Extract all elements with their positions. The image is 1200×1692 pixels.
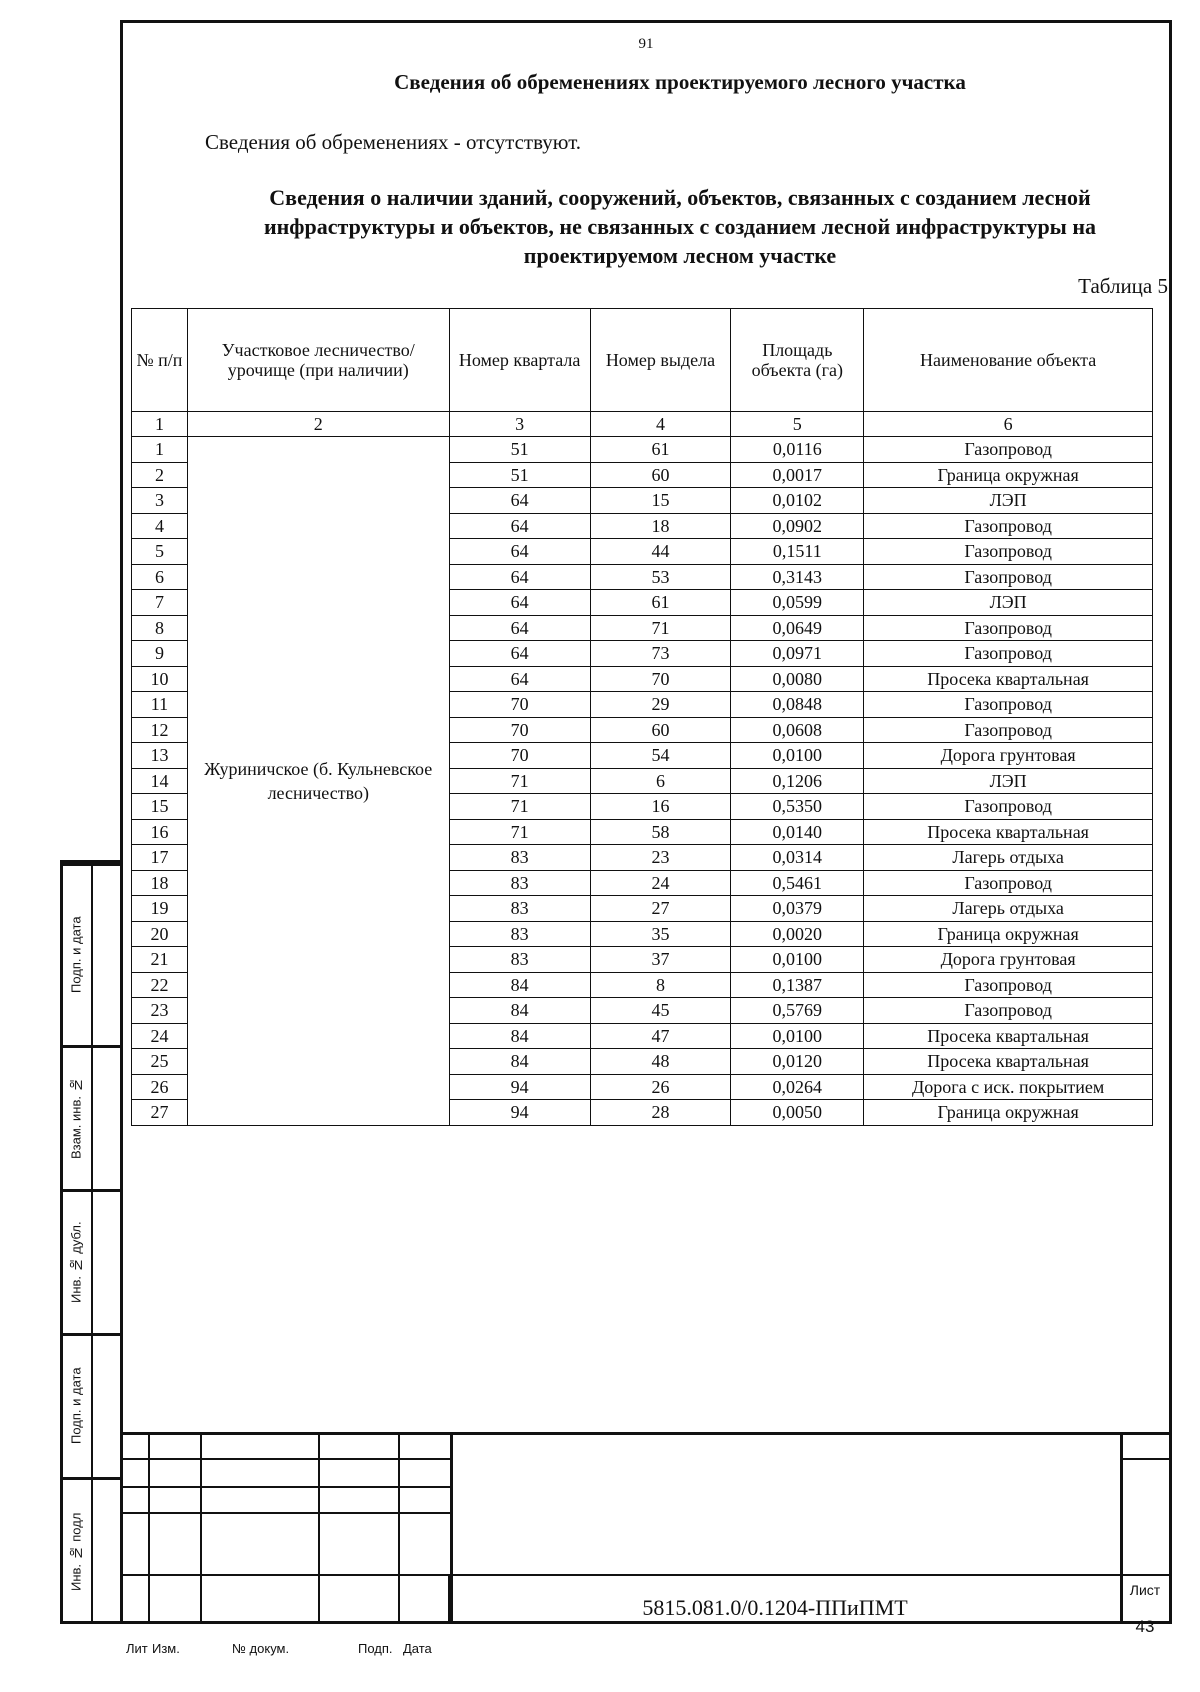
header-no: № п/п <box>132 309 188 412</box>
cell-name: ЛЭП <box>864 488 1153 514</box>
cell-name: Дорога с иск. покрытием <box>864 1074 1153 1100</box>
cell-quarter: 64 <box>449 488 590 514</box>
cell-quarter: 70 <box>449 692 590 718</box>
side-label-replace-inv: Взам. инв. № <box>68 1077 84 1159</box>
cell-no: 7 <box>132 590 188 616</box>
side-label-orig-inv: Инв. № подл <box>68 1512 84 1592</box>
cell-section: 16 <box>590 794 731 820</box>
cell-name: Газопровод <box>864 794 1153 820</box>
side-label-dup-inv: Инв. № дубл. <box>68 1221 84 1303</box>
cell-quarter: 83 <box>449 947 590 973</box>
tb-label-sign: Подп. <box>358 1641 393 1656</box>
cell-no: 23 <box>132 998 188 1024</box>
cell-section: 48 <box>590 1049 731 1075</box>
cell-name: Газопровод <box>864 692 1153 718</box>
cell-section: 70 <box>590 666 731 692</box>
side-stamp <box>60 860 120 1624</box>
tb-label-date: Дата <box>403 1641 432 1656</box>
table-caption: Таблица 5 <box>1078 274 1168 298</box>
cell-quarter: 51 <box>449 462 590 488</box>
cell-name: Просека квартальная <box>864 666 1153 692</box>
cell-area: 0,0264 <box>731 1074 864 1100</box>
cell-section: 44 <box>590 539 731 565</box>
cell-name: Газопровод <box>864 437 1153 463</box>
cell-name: ЛЭП <box>864 590 1153 616</box>
cell-quarter: 84 <box>449 1049 590 1075</box>
cell-section: 35 <box>590 921 731 947</box>
cell-forestry: Журиничское (б. Кульневское лесничество) <box>187 437 449 1126</box>
cell-no: 2 <box>132 462 188 488</box>
cell-section: 37 <box>590 947 731 973</box>
cell-no: 11 <box>132 692 188 718</box>
cell-area: 0,0116 <box>731 437 864 463</box>
table-header-row <box>132 309 1153 412</box>
cell-area: 0,1511 <box>731 539 864 565</box>
cell-name: Газопровод <box>864 615 1153 641</box>
cell-no: 12 <box>132 717 188 743</box>
cell-no: 13 <box>132 743 188 769</box>
cell-name: Просека квартальная <box>864 1023 1153 1049</box>
cell-quarter: 64 <box>449 666 590 692</box>
cell-no: 5 <box>132 539 188 565</box>
cell-area: 0,0971 <box>731 641 864 667</box>
cell-quarter: 70 <box>449 743 590 769</box>
sheet-number: 43 <box>1135 1617 1155 1636</box>
cell-quarter: 51 <box>449 437 590 463</box>
cell-no: 1 <box>132 437 188 463</box>
document-code: 5815.081.0/0.1204-ППиПМТ <box>642 1595 908 1620</box>
cell-name: Газопровод <box>864 972 1153 998</box>
header-name: Наименование объекта <box>864 309 1153 412</box>
cell-area: 0,0902 <box>731 513 864 539</box>
cell-name: Газопровод <box>864 870 1153 896</box>
cell-area: 0,1387 <box>731 972 864 998</box>
cell-name: Просека квартальная <box>864 1049 1153 1075</box>
page-number: 91 <box>638 36 654 52</box>
cell-area: 0,1206 <box>731 768 864 794</box>
objects-table <box>131 308 1153 1126</box>
cell-quarter: 94 <box>449 1100 590 1126</box>
cell-name: Газопровод <box>864 641 1153 667</box>
cell-no: 22 <box>132 972 188 998</box>
cell-name: Лагерь отдыха <box>864 896 1153 922</box>
cell-quarter: 83 <box>449 921 590 947</box>
cell-section: 73 <box>590 641 731 667</box>
cell-quarter: 70 <box>449 717 590 743</box>
header-section: Номер выдела <box>590 309 731 412</box>
cell-area: 0,0080 <box>731 666 864 692</box>
cell-no: 6 <box>132 564 188 590</box>
cell-no: 16 <box>132 819 188 845</box>
cell-no: 24 <box>132 1023 188 1049</box>
cell-name: ЛЭП <box>864 768 1153 794</box>
cell-area: 0,3143 <box>731 564 864 590</box>
col-num: 3 <box>449 412 590 437</box>
cell-name: Газопровод <box>864 717 1153 743</box>
cell-area: 0,5769 <box>731 998 864 1024</box>
cell-section: 47 <box>590 1023 731 1049</box>
cell-name: Газопровод <box>864 513 1153 539</box>
cell-section: 6 <box>590 768 731 794</box>
cell-quarter: 83 <box>449 870 590 896</box>
cell-name: Граница окружная <box>864 921 1153 947</box>
cell-no: 17 <box>132 845 188 871</box>
cell-quarter: 84 <box>449 972 590 998</box>
tb-label-doc: № докум. <box>232 1641 290 1656</box>
cell-quarter: 64 <box>449 564 590 590</box>
cell-area: 0,0314 <box>731 845 864 871</box>
cell-area: 0,0848 <box>731 692 864 718</box>
cell-no: 14 <box>132 768 188 794</box>
title-buildings: Сведения о наличии зданий, сооружений, объектов, связанных с созданием лесной инфраструктуры и объектов, не связанных с созданием лесной инфраструктуры на проектируемом лесном участке <box>263 185 1097 268</box>
cell-quarter: 64 <box>449 513 590 539</box>
table-body <box>132 437 1153 1126</box>
cell-quarter: 64 <box>449 641 590 667</box>
side-label-sign-date: Подп. и дата <box>68 916 84 994</box>
cell-area: 0,0608 <box>731 717 864 743</box>
tb-label-lit: Лит <box>126 1641 148 1656</box>
cell-area: 0,0120 <box>731 1049 864 1075</box>
cell-section: 26 <box>590 1074 731 1100</box>
cell-section: 58 <box>590 819 731 845</box>
cell-quarter: 84 <box>449 998 590 1024</box>
cell-section: 60 <box>590 462 731 488</box>
encumbrances-text: Сведения об обременениях - отсутствуют. <box>205 130 582 154</box>
col-num: 2 <box>187 412 449 437</box>
cell-area: 0,0100 <box>731 947 864 973</box>
cell-no: 10 <box>132 666 188 692</box>
cell-section: 29 <box>590 692 731 718</box>
cell-quarter: 83 <box>449 845 590 871</box>
header-quarter: Номер квартала <box>449 309 590 412</box>
cell-no: 3 <box>132 488 188 514</box>
cell-quarter: 71 <box>449 794 590 820</box>
cell-no: 26 <box>132 1074 188 1100</box>
cell-no: 8 <box>132 615 188 641</box>
col-num: 4 <box>590 412 731 437</box>
cell-name: Лагерь отдыха <box>864 845 1153 871</box>
cell-area: 0,0379 <box>731 896 864 922</box>
cell-no: 9 <box>132 641 188 667</box>
cell-section: 23 <box>590 845 731 871</box>
cell-section: 61 <box>590 590 731 616</box>
col-num: 5 <box>731 412 864 437</box>
cell-area: 0,0649 <box>731 615 864 641</box>
title-encumbrances: Сведения об обременениях проектируемого лесного участка <box>394 70 966 94</box>
cell-name: Дорога грунтовая <box>864 743 1153 769</box>
cell-quarter: 64 <box>449 615 590 641</box>
cell-no: 25 <box>132 1049 188 1075</box>
cell-quarter: 83 <box>449 896 590 922</box>
cell-section: 53 <box>590 564 731 590</box>
cell-section: 15 <box>590 488 731 514</box>
cell-section: 60 <box>590 717 731 743</box>
cell-area: 0,5461 <box>731 870 864 896</box>
header-forestry: Участковое лесничество/ урочище (при наличии) <box>187 309 449 412</box>
column-number-row <box>132 412 1153 437</box>
cell-section: 27 <box>590 896 731 922</box>
cell-no: 19 <box>132 896 188 922</box>
cell-area: 0,0100 <box>731 1023 864 1049</box>
cell-section: 71 <box>590 615 731 641</box>
col-num: 1 <box>132 412 188 437</box>
cell-section: 24 <box>590 870 731 896</box>
cell-name: Газопровод <box>864 539 1153 565</box>
cell-area: 0,0102 <box>731 488 864 514</box>
cell-area: 0,0017 <box>731 462 864 488</box>
cell-section: 28 <box>590 1100 731 1126</box>
cell-section: 45 <box>590 998 731 1024</box>
cell-no: 27 <box>132 1100 188 1126</box>
cell-name: Граница окружная <box>864 1100 1153 1126</box>
header-area: Площадь объекта (га) <box>731 309 864 412</box>
cell-name: Газопровод <box>864 564 1153 590</box>
tb-label-izm: Изм. <box>152 1641 180 1656</box>
cell-quarter: 84 <box>449 1023 590 1049</box>
cell-section: 18 <box>590 513 731 539</box>
cell-area: 0,0599 <box>731 590 864 616</box>
cell-no: 20 <box>132 921 188 947</box>
cell-no: 21 <box>132 947 188 973</box>
cell-name: Газопровод <box>864 998 1153 1024</box>
table-row <box>132 437 1153 463</box>
cell-quarter: 64 <box>449 590 590 616</box>
cell-name: Просека квартальная <box>864 819 1153 845</box>
cell-section: 8 <box>590 972 731 998</box>
cell-quarter: 64 <box>449 539 590 565</box>
cell-area: 0,5350 <box>731 794 864 820</box>
cell-area: 0,0050 <box>731 1100 864 1126</box>
cell-area: 0,0020 <box>731 921 864 947</box>
cell-area: 0,0140 <box>731 819 864 845</box>
cell-no: 15 <box>132 794 188 820</box>
cell-quarter: 71 <box>449 819 590 845</box>
cell-section: 61 <box>590 437 731 463</box>
side-label-sign-date-2: Подп. и дата <box>68 1367 84 1445</box>
cell-quarter: 71 <box>449 768 590 794</box>
cell-no: 18 <box>132 870 188 896</box>
cell-quarter: 94 <box>449 1074 590 1100</box>
cell-area: 0,0100 <box>731 743 864 769</box>
col-num: 6 <box>864 412 1153 437</box>
sheet-label: Лист <box>1129 1582 1161 1598</box>
cell-name: Дорога грунтовая <box>864 947 1153 973</box>
cell-no: 4 <box>132 513 188 539</box>
cell-section: 54 <box>590 743 731 769</box>
cell-name: Граница окружная <box>864 462 1153 488</box>
